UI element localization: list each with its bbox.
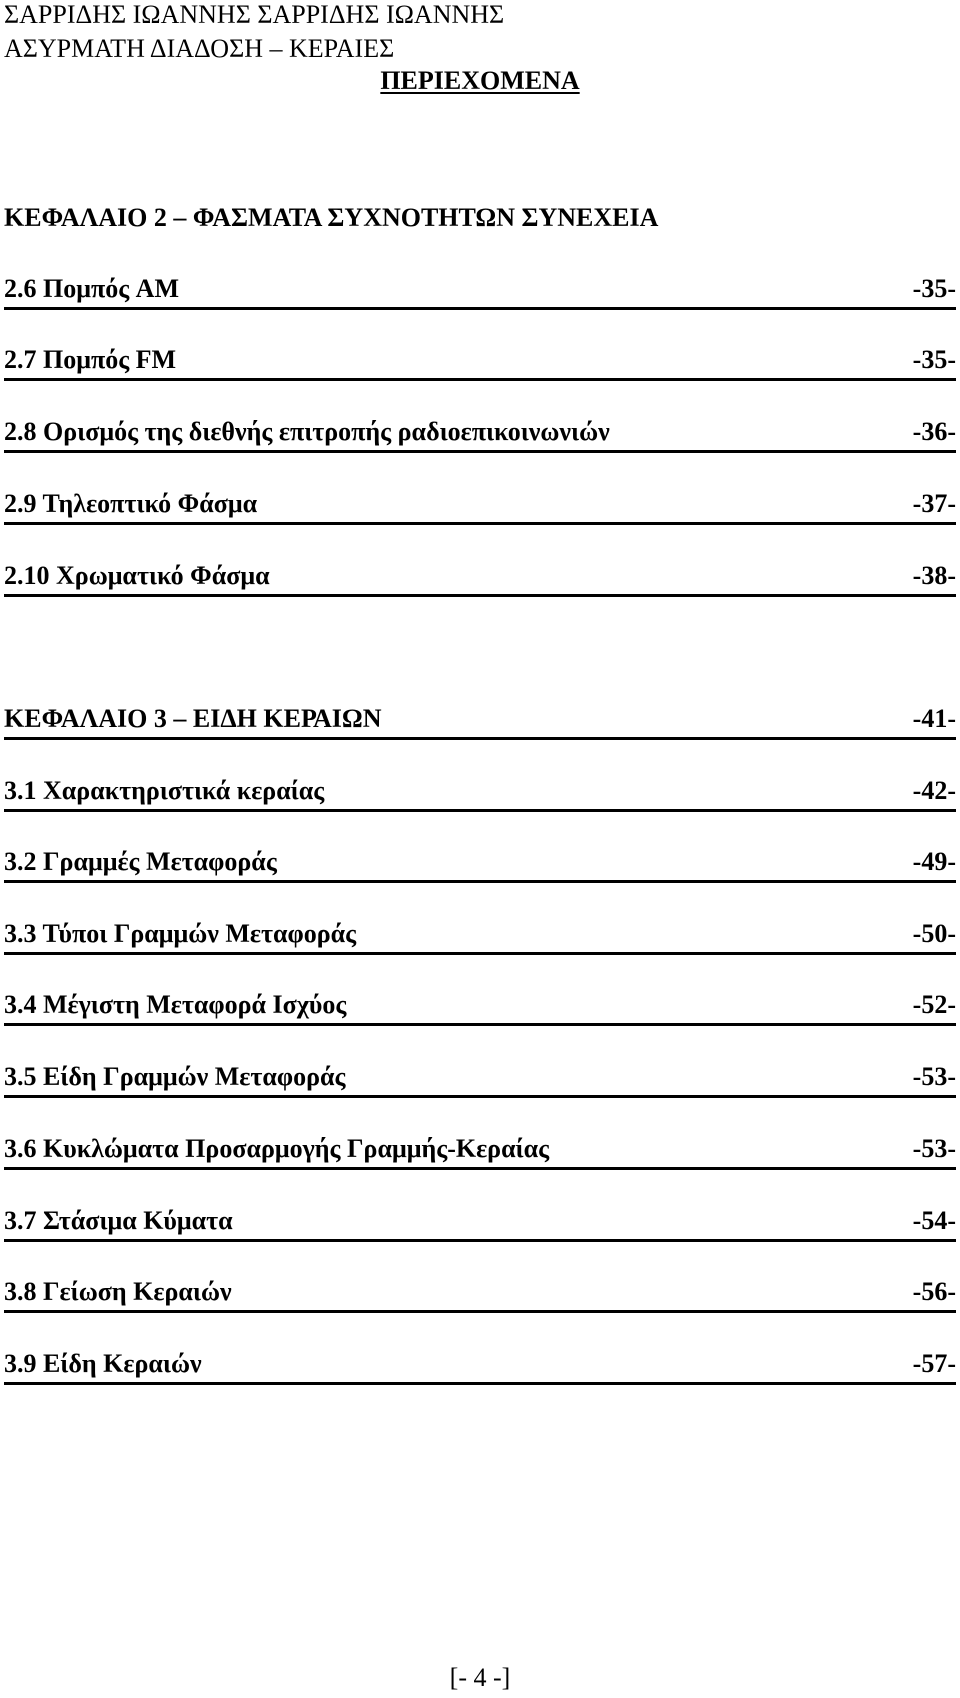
chapter-heading-page: -41- [912, 704, 956, 733]
toc-entry-label: 3.2 Γραμμές Μεταφοράς [4, 847, 277, 876]
toc-entry [4, 843, 956, 883]
toc-entry [4, 413, 956, 453]
toc-entry [4, 986, 956, 1026]
toc-entry-label: 3.9 Είδη Κεραιών [4, 1349, 202, 1378]
chapter-heading-label: ΚΕΦΑΛΑΙΟ 2 – ΦΑΣΜΑΤΑ ΣΥΧΝΟΤΗΤΩΝ ΣΥΝΕΧΕΙΑ [4, 203, 659, 232]
toc-entry-label: 3.8 Γείωση Κεραιών [4, 1277, 232, 1306]
toc-entry-label: 2.10 Χρωματικό Φάσμα [4, 561, 270, 590]
toc-entry [4, 270, 956, 310]
document-subject-header: ΑΣΥΡΜΑΤΗ ΔΙΑΔΟΣΗ – ΚΕΡΑΙΕΣ [4, 34, 395, 63]
toc-entry-page: -54- [912, 1206, 956, 1235]
toc-entry-page: -37- [912, 489, 956, 518]
toc-title: ΠΕΡΙΕΧΟΜΕΝΑ [380, 66, 580, 95]
toc-entry [4, 341, 956, 381]
toc-entry-page: -53- [912, 1134, 956, 1163]
toc-entry [4, 1130, 956, 1170]
toc-entry-page: -35- [912, 345, 956, 374]
toc-entry-page: -42- [912, 776, 956, 805]
toc-entry [4, 772, 956, 812]
page-number: [- 4 -] [449, 1663, 511, 1692]
toc-entry-label: 2.6 Πομπός AM [4, 274, 179, 303]
toc-entry [4, 1202, 956, 1242]
chapter-heading-label: ΚΕΦΑΛΑΙΟ 3 – ΕΙΔΗ ΚΕΡΑΙΩΝ [4, 704, 382, 733]
toc-entry-page: -57- [912, 1349, 956, 1378]
toc-entry-label: 2.7 Πομπός FM [4, 345, 177, 374]
toc-entry-page: -52- [912, 990, 956, 1019]
toc-entry [4, 1273, 956, 1313]
toc-entry-label: 3.3 Τύποι Γραμμών Μεταφοράς [4, 919, 357, 948]
document-author-header: ΣΑΡΡΙΔΗΣ ΙΩΑΝΝΗΣ ΣΑΡΡΙΔΗΣ ΙΩΑΝΝΗΣ [4, 0, 505, 29]
toc-entry-label: 2.9 Τηλεοπτικό Φάσμα [4, 489, 258, 518]
toc-entry-page: -56- [912, 1277, 956, 1306]
toc-entry-page: -35- [912, 274, 956, 303]
toc-entry [4, 485, 956, 525]
toc-entry-page: -50- [912, 919, 956, 948]
toc-entry [4, 557, 956, 597]
toc-entry [4, 915, 956, 955]
toc-entry-label: 3.6 Κυκλώματα Προσαρμογής Γραμμής-Κεραίας [4, 1134, 550, 1163]
toc-entry-label: 3.4 Μέγιστη Μεταφορά Ισχύος [4, 990, 347, 1019]
toc-entry-page: -49- [912, 847, 956, 876]
toc-entry-label: 3.1 Χαρακτηριστικά κεραίας [4, 776, 325, 805]
toc-entry-label: 3.7 Στάσιμα Κύματα [4, 1206, 233, 1235]
toc-entry-label: 3.5 Είδη Γραμμών Μεταφοράς [4, 1062, 346, 1091]
chapter-3-heading [4, 700, 956, 740]
toc-entry [4, 1058, 956, 1098]
toc-entry-page: -36- [912, 417, 956, 446]
toc-entry-page: -53- [912, 1062, 956, 1091]
toc-entry-page: -38- [912, 561, 956, 590]
toc-entry-label: 2.8 Ορισμός της διεθνής επιτροπής ραδιοεπικοινωνιών [4, 417, 610, 446]
toc-entry [4, 1345, 956, 1385]
chapter-2-heading [4, 196, 956, 236]
